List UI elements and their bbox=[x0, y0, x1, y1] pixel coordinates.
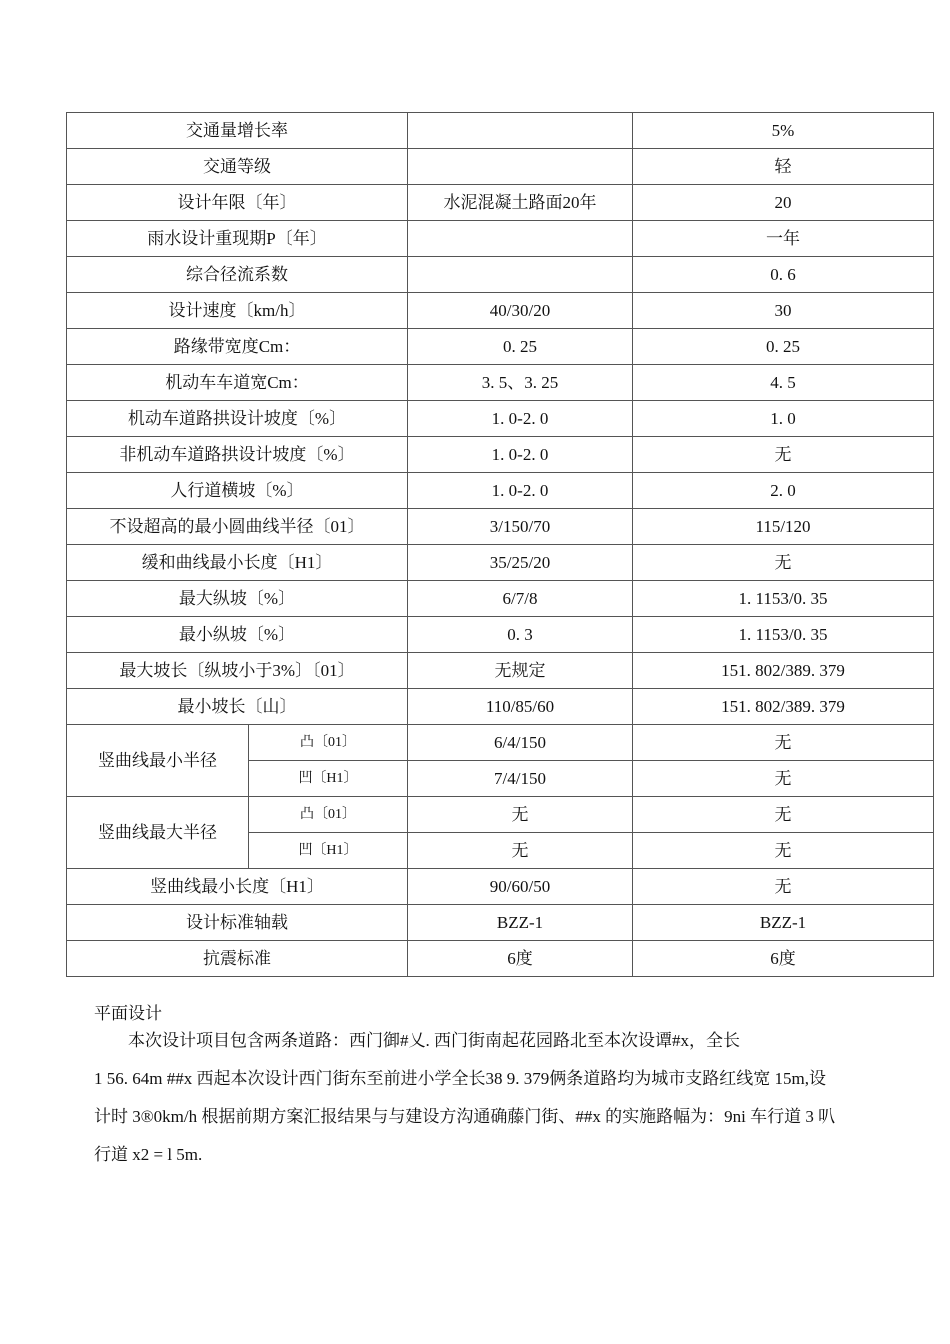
row-label: 综合径流系数 bbox=[67, 257, 408, 293]
group-label: 竖曲线最大半径 bbox=[67, 797, 249, 869]
table-row bbox=[67, 869, 934, 905]
standard-value bbox=[408, 221, 633, 257]
design-value: 无 bbox=[633, 797, 934, 833]
standard-value: 3/150/70 bbox=[408, 509, 633, 545]
standard-value: 1. 0-2. 0 bbox=[408, 437, 633, 473]
table-row bbox=[67, 509, 934, 545]
standard-value: 7/4/150 bbox=[408, 761, 633, 797]
row-label: 竖曲线最小长度〔H1〕 bbox=[67, 869, 408, 905]
standard-value: 6/7/8 bbox=[408, 581, 633, 617]
table-row bbox=[67, 797, 934, 833]
design-value: 30 bbox=[633, 293, 934, 329]
table-row bbox=[67, 725, 934, 761]
design-value: 6度 bbox=[633, 941, 934, 977]
row-label: 机动车道路拱设计坡度〔%〕 bbox=[67, 401, 408, 437]
design-value: 1. 0 bbox=[633, 401, 934, 437]
standard-value: 3. 5、3. 25 bbox=[408, 365, 633, 401]
row-label: 路缘带宽度Cm： bbox=[67, 329, 408, 365]
standard-value: 水泥混凝土路面20年 bbox=[408, 185, 633, 221]
row-label: 交通量增长率 bbox=[67, 113, 408, 149]
row-label: 最大坡长〔纵坡小于3%〕〔01〕 bbox=[67, 653, 408, 689]
plan-design-paragraph bbox=[94, 1022, 930, 1174]
design-value: 无 bbox=[633, 833, 934, 869]
row-label: 交通等级 bbox=[67, 149, 408, 185]
paragraph-line: 计时 3®0km/h 根据前期方案汇报结果与与建设方沟通确藤门街、##x 的实施路幅为：9ni 车行道 3 叭 bbox=[94, 1107, 836, 1126]
design-value: 151. 802/389. 379 bbox=[633, 689, 934, 725]
standard-value: 无规定 bbox=[408, 653, 633, 689]
design-value: 5% bbox=[633, 113, 934, 149]
standard-value bbox=[408, 113, 633, 149]
sub-label: 凹〔H1〕 bbox=[249, 761, 408, 797]
group-label: 竖曲线最小半径 bbox=[67, 725, 249, 797]
standard-value: 1. 0-2. 0 bbox=[408, 473, 633, 509]
table-row bbox=[67, 113, 934, 149]
paragraph-line: 1 56. 64m ##x 西起本次设计西门街东至前进小学全长38 9. 379俩条道路均为城市支路红线宽 15m,设 bbox=[94, 1069, 826, 1088]
design-value: 1. 1153/0. 35 bbox=[633, 581, 934, 617]
standard-value: 6度 bbox=[408, 941, 633, 977]
table-row bbox=[67, 401, 934, 437]
table-row bbox=[67, 545, 934, 581]
standard-value: 无 bbox=[408, 833, 633, 869]
paragraph-line: 本次设计项目包含两条道路：西门御#乂. 西门街南起花园路北至本次设谭#x，全长 bbox=[128, 1031, 740, 1050]
row-label: 设计速度〔km/h〕 bbox=[67, 293, 408, 329]
table-row bbox=[67, 653, 934, 689]
standard-value: 35/25/20 bbox=[408, 545, 633, 581]
design-value: 2. 0 bbox=[633, 473, 934, 509]
design-value: 无 bbox=[633, 545, 934, 581]
table-row bbox=[67, 329, 934, 365]
design-value: 无 bbox=[633, 761, 934, 797]
row-label: 抗震标准 bbox=[67, 941, 408, 977]
row-label: 非机动车道路拱设计坡度〔%〕 bbox=[67, 437, 408, 473]
table-row bbox=[67, 689, 934, 725]
design-value: 轻 bbox=[633, 149, 934, 185]
table-row bbox=[67, 941, 934, 977]
section-heading: 平面设计 bbox=[94, 1004, 162, 1023]
design-value: 0. 6 bbox=[633, 257, 934, 293]
table-row bbox=[67, 293, 934, 329]
standard-value: 40/30/20 bbox=[408, 293, 633, 329]
paragraph-line: 行道 x2 = l 5m. bbox=[94, 1145, 203, 1164]
sub-label: 凹〔H1〕 bbox=[249, 833, 408, 869]
design-value: BZZ-1 bbox=[633, 905, 934, 941]
standard-value bbox=[408, 257, 633, 293]
table-row bbox=[67, 617, 934, 653]
design-value: 一年 bbox=[633, 221, 934, 257]
design-value: 无 bbox=[633, 437, 934, 473]
table-row bbox=[67, 365, 934, 401]
row-label: 设计标准轴载 bbox=[67, 905, 408, 941]
design-value: 4. 5 bbox=[633, 365, 934, 401]
row-label: 不设超高的最小圆曲线半径〔01〕 bbox=[67, 509, 408, 545]
table-row bbox=[67, 149, 934, 185]
standard-value: 无 bbox=[408, 797, 633, 833]
row-label: 雨水设计重现期P〔年〕 bbox=[67, 221, 408, 257]
design-value: 无 bbox=[633, 725, 934, 761]
standard-value: 0. 25 bbox=[408, 329, 633, 365]
standard-value: 0. 3 bbox=[408, 617, 633, 653]
row-label: 最小坡长〔山〕 bbox=[67, 689, 408, 725]
design-value: 151. 802/389. 379 bbox=[633, 653, 934, 689]
table-row bbox=[67, 905, 934, 941]
row-label: 最小纵坡〔%〕 bbox=[67, 617, 408, 653]
standard-value: 1. 0-2. 0 bbox=[408, 401, 633, 437]
row-label: 最大纵坡〔%〕 bbox=[67, 581, 408, 617]
design-value: 20 bbox=[633, 185, 934, 221]
table-row bbox=[67, 437, 934, 473]
design-value: 1. 1153/0. 35 bbox=[633, 617, 934, 653]
design-value: 115/120 bbox=[633, 509, 934, 545]
standard-value: BZZ-1 bbox=[408, 905, 633, 941]
design-value: 无 bbox=[633, 869, 934, 905]
row-label: 设计年限〔年〕 bbox=[67, 185, 408, 221]
row-label: 机动车车道宽Cm： bbox=[67, 365, 408, 401]
design-standards-table bbox=[66, 112, 934, 977]
design-value: 0. 25 bbox=[633, 329, 934, 365]
table-row bbox=[67, 473, 934, 509]
sub-label: 凸〔01〕 bbox=[249, 725, 408, 761]
sub-label: 凸〔01〕 bbox=[249, 797, 408, 833]
standard-value: 90/60/50 bbox=[408, 869, 633, 905]
table-row bbox=[67, 221, 934, 257]
table-row bbox=[67, 581, 934, 617]
table-row bbox=[67, 185, 934, 221]
standard-value bbox=[408, 149, 633, 185]
standard-value: 110/85/60 bbox=[408, 689, 633, 725]
row-label: 缓和曲线最小长度〔H1〕 bbox=[67, 545, 408, 581]
table-row bbox=[67, 257, 934, 293]
standard-value: 6/4/150 bbox=[408, 725, 633, 761]
row-label: 人行道横坡〔%〕 bbox=[67, 473, 408, 509]
